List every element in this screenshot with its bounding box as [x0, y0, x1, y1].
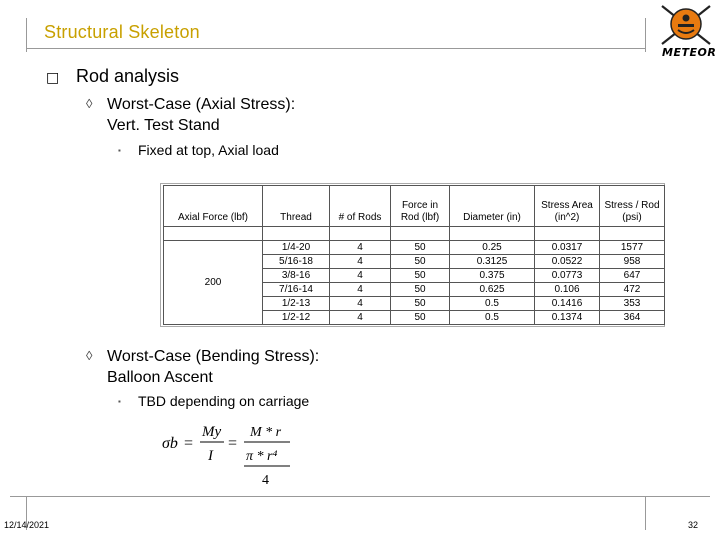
case1-line2: Vert. Test Stand — [107, 117, 220, 134]
table-cell: 0.5 — [450, 311, 535, 325]
footer-date: 12/14/2021 — [4, 520, 50, 530]
formula-frac2-num: M * r — [250, 425, 282, 440]
table-cell: 4 — [330, 297, 391, 311]
formula-frac1-den: I — [208, 448, 213, 464]
bending-stress-formula — [160, 420, 300, 490]
table-cell: 0.106 — [535, 283, 600, 297]
table-cell: 4 — [330, 269, 391, 283]
table-cell: 0.1374 — [535, 311, 600, 325]
table-cell: 4 — [330, 255, 391, 269]
divider — [26, 18, 27, 52]
formula-frac2-den: π * r⁴ — [246, 449, 278, 464]
table-cell: 0.3125 — [450, 255, 535, 269]
table-cell: 472 — [600, 283, 665, 297]
table-cell: 7/16-14 — [263, 283, 330, 297]
checkbox-bullet-icon: □ — [46, 70, 60, 86]
case2-subpoint: TBD depending on carriage — [138, 393, 310, 409]
table-cell: 353 — [600, 297, 665, 311]
table-cell: 5/16-18 — [263, 255, 330, 269]
meteor-emblem-icon — [656, 2, 716, 48]
table-cell: 364 — [600, 311, 665, 325]
table-header-row — [164, 186, 665, 227]
table-cell: 0.1416 — [535, 297, 600, 311]
diamond-bullet-icon: ◊ — [86, 348, 93, 363]
formula-equals: = — [228, 435, 238, 452]
table-cell: 4 — [330, 283, 391, 297]
table-cell: 0.375 — [450, 269, 535, 283]
table-cell: 50 — [391, 255, 450, 269]
table-cell: 0.0317 — [535, 241, 600, 255]
table-cell: 0.25 — [450, 241, 535, 255]
header-stress-per-rod: Stress / Rod (psi) — [600, 186, 665, 227]
table-cell: 0.0522 — [535, 255, 600, 269]
table-cell: 50 — [391, 311, 450, 325]
table-cell: 4 — [330, 241, 391, 255]
case2-heading — [107, 346, 407, 388]
axial-force-cell: 200 — [164, 241, 263, 325]
table-cell: 0.625 — [450, 283, 535, 297]
meteor-logo — [656, 2, 716, 64]
header-stress-area: Stress Area (in^2) — [535, 186, 600, 227]
table-cell: 50 — [391, 283, 450, 297]
case1-line1: Worst-Case (Axial Stress): — [107, 96, 296, 113]
table-cell: 1/4-20 — [263, 241, 330, 255]
header-diameter: Diameter (in) — [450, 186, 535, 227]
case1-heading — [107, 94, 407, 136]
table-cell: 3/8-16 — [263, 269, 330, 283]
case1-subpoint: Fixed at top, Axial load — [138, 142, 279, 158]
rod-stress-table — [163, 185, 665, 325]
table-cell: 1/2-13 — [263, 297, 330, 311]
square-bullet-icon: ▪ — [118, 397, 121, 406]
page-number: 32 — [688, 520, 699, 530]
formula-lhs: σb — [162, 435, 178, 452]
header-thread: Thread — [263, 186, 330, 227]
case2-line2: Balloon Ascent — [107, 369, 213, 386]
table-cell: 50 — [391, 269, 450, 283]
table-cell: 50 — [391, 297, 450, 311]
divider — [645, 496, 646, 530]
table-cell: 4 — [330, 311, 391, 325]
header-num-rods: # of Rods — [330, 186, 391, 227]
bullet-rod-analysis: Rod analysis — [76, 66, 180, 86]
case2-line1: Worst-Case (Bending Stress): — [107, 348, 320, 365]
table-row — [164, 241, 665, 255]
formula-equals: = — [184, 435, 194, 452]
diamond-bullet-icon: ◊ — [86, 96, 93, 111]
title-rule — [26, 48, 646, 49]
header-force-in-rod: Force in Rod (lbf) — [391, 186, 450, 227]
table-cell: 0.0773 — [535, 269, 600, 283]
table-cell: 50 — [391, 241, 450, 255]
header-axial-force: Axial Force (lbf) — [164, 186, 263, 227]
formula-under: 4 — [262, 473, 269, 488]
square-bullet-icon: ▪ — [118, 146, 121, 155]
formula-frac1-num: My — [202, 424, 222, 440]
table-cell: 647 — [600, 269, 665, 283]
footer-rule — [10, 496, 710, 497]
table-cell: 958 — [600, 255, 665, 269]
table-cell: 0.5 — [450, 297, 535, 311]
slide-title: Structural Skeleton — [44, 22, 200, 42]
logo-text: METEOR — [662, 46, 717, 59]
table-spacer-row — [164, 227, 665, 241]
divider — [645, 18, 646, 52]
table-cell: 1577 — [600, 241, 665, 255]
table-cell: 1/2-12 — [263, 311, 330, 325]
